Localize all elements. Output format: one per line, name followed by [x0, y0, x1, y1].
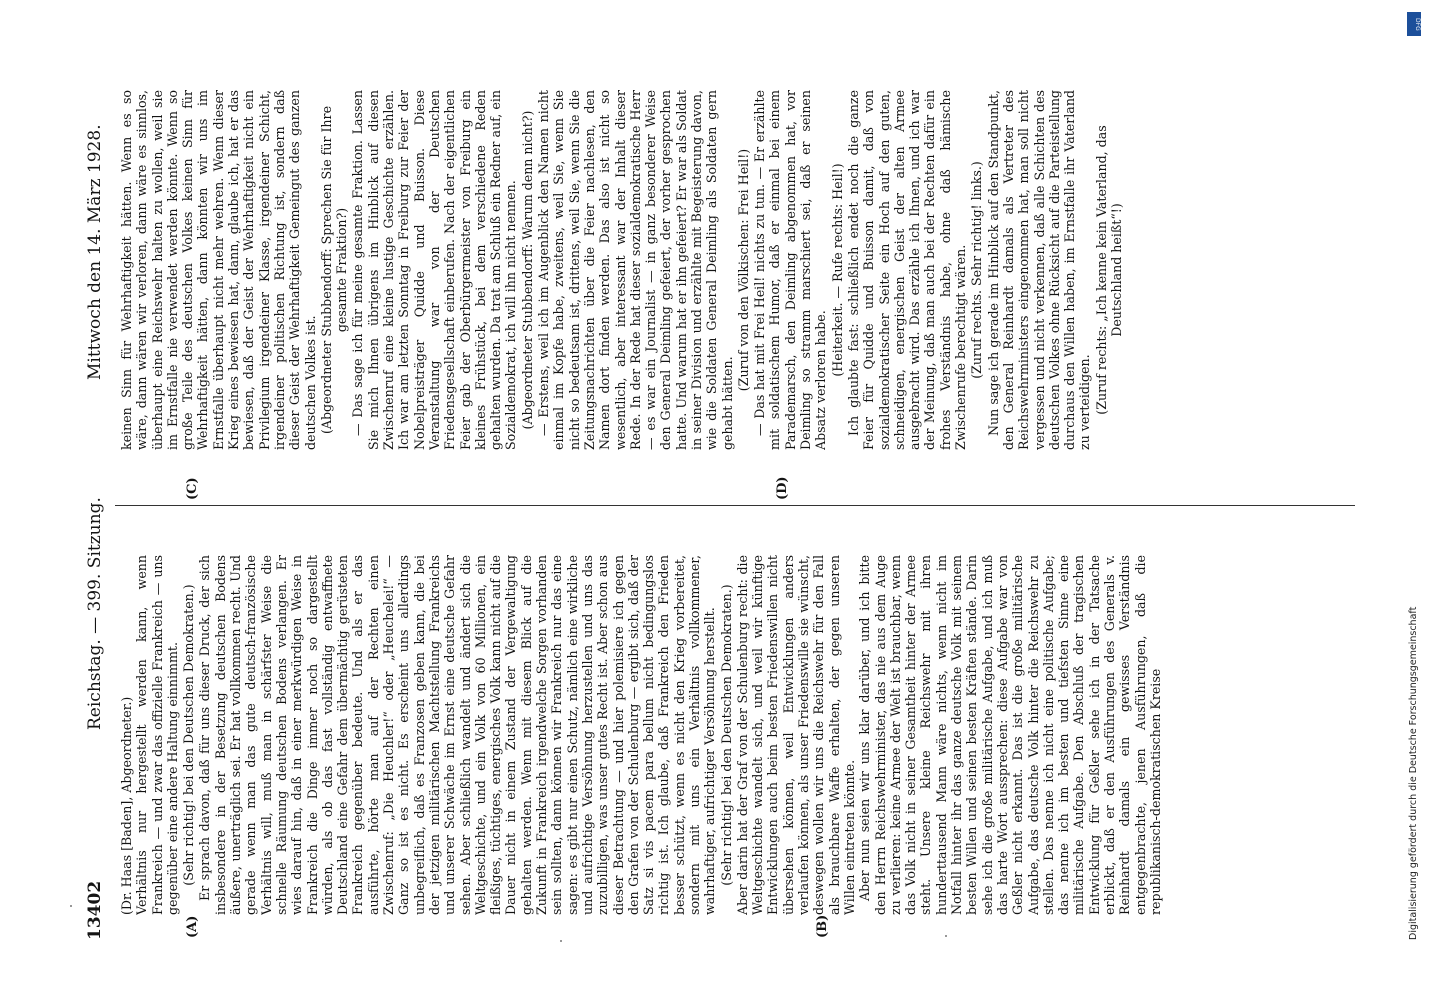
header-session: Reichstag. — 399. Sitzung. [85, 497, 105, 730]
column-divider [115, 505, 1355, 506]
scan-speck [70, 905, 72, 907]
dfg-logo-icon: DFG [1407, 12, 1421, 36]
paragraph: Nun sage ich gerade im Hinblick auf den Standpunkt, den General Reinhardt damals als Vertreter des Reichswehrministers eingenommen hat, man soll nicht vergessen und nicht verkennen, daß alle Schichten des deutschen Volkes ohne Rücksicht auf die Parteistellung durchaus den Willen haben, im Ernstfalle ihr Vaterland zu verteidigen. [985, 90, 1093, 450]
speaker-line: (Dr. Haas [Baden], Abgeordneter.) [119, 696, 134, 915]
rotated-page [75, 80, 1365, 940]
margin-marker-a: (A) [185, 915, 200, 938]
margin-marker-c: (C) [185, 477, 200, 500]
paragraph: Aber nun seien wir uns klar darüber, und ich bitte den Herrn Reichswehrminister, das nie aus dem Auge zu verlieren: keine Armee der Welt ist brauchbar, wenn das Volk nicht in seiner Gesamtheit hinter der Armee steht. Unsere kleine Reichswehr mit ihren hunderttausend Mann wäre nichts, wenn nicht im Notfall hinter ihr das ganze deutsche Volk mit seinem besten Willen und seinen besten Kräften stände. Darin sehe ich die große militärische Aufgabe, und ich muß das harte Wort aussprechen: diese Aufgabe war von Geßler nicht erkannt. Das ist die große militärische Aufgabe, das deutsche Volk hinter die Reichswehr zu stellen. Das nenne ich nicht eine politische Aufgabe; das nenne ich im besten und tiefsten Sinne eine militärische Aufgabe. Den Abschluß der tragischen Entwicklung für Geßler sehe ich in der Tatsache erblickt, daß er den Ausführungen des Generals v. Reinhardt damals ein gewisses Verständnis entgegenbrachte, jenen Ausführungen, daß die republikanisch-demokratischen Kreise [857, 555, 1163, 915]
scan-speck [560, 940, 562, 942]
paragraph: Ich glaubte fast: schließlich endet noch die ganze Feier für Quidde und Buisson damit, daß von sozialdemokratischer Seite ein Hoch auf den guten, schneidigen, energischen Geist der alten Armee ausgebracht wird. Das erzähle ich Ihnen, und ich war der Meinung, daß man auch bei der Rechten dafür ein frohes Verständnis habe, ohne daß hämische Zwischenrufe berechtigt wären. [845, 90, 969, 450]
interjection: (Abgeordneter Stubbendorff: Sprechen Sie für Ihre gesamte Fraktion?) [318, 105, 350, 435]
paragraph: — Das sage ich für meine gesamte Fraktion. Lassen Sie mich Ihnen übrigens im Hinblick auf diesen Zwischenruf eine kleine lustige Geschichte erzählen. Ich war am letzten Sonntag in Freiburg zur Feier der Nobelpreisträger Quidde und Buisson. Diese Veranstaltung war von der Deutschen Friedensgesellschaft einberufen. Nach der eigentlichen Feier gab der Oberbürgermeister von Freiburg ein kleines Frühstück, bei dem verschiedene Reden gehalten wurden. Da trat am Schluß ein Redner auf, ein Sozialdemokrat, ich will ihn nicht nennen. [350, 90, 519, 450]
page-number: 13402 [85, 880, 105, 940]
interjection: (Sehr richtig! bei den Deutschen Demokraten.) [718, 584, 734, 886]
page-header [75, 80, 115, 940]
text-column-left [119, 555, 1359, 915]
interjection: (Abgeordneter Stubbendorff: Warum denn nicht?) [519, 110, 535, 430]
interjection: (Heiterkeit. — Rufe rechts: Heil!) [829, 163, 845, 377]
scan-speck [945, 935, 947, 937]
paragraph: Aber darin hat der Graf von der Schulenburg recht: die Weltgeschichte wandelt sich, und weil wir künftige Entwicklungen auch beim besten Friedenswillen nicht übersehen können, weil Entwicklungen anders verlaufen können, als unser Friedenswille sie wünscht, deswegen wollen wir uns die Reichswehr für den Fall als brauchbare Waffe erhalten, der gegen unseren Willen eintreten könnte. [734, 555, 857, 915]
paragraph: — Das hat mit Frei Heil! nichts zu tun. — Er erzählte mit soldatischem Humor, daß er einmal bei einem Parademarsch, den Deimling abgenommen hat, vor Deimling so stramm marschiert sei, daß er seinen Absatz verloren habe. [752, 90, 829, 450]
paragraph: keinen Sinn für Wehrhaftigkeit hätten. Wenn es so wäre, dann wären wir verloren, dann wäre es sinnlos, überhaupt eine Reichswehr halten zu wollen, weil sie im Ernstfalle nie verwendet werden könnte. Wenn so große Teile des deutschen Volkes keinen Sinn für Wehrhaftigkeit hätten, dann könnten wir uns im Ernstfalle überhaupt nicht mehr wehren. Wenn dieser Krieg eines bewiesen hat, dann, glaube ich, hat er das bewiesen, daß der Geist der Wehrhaftigkeit nicht ein Privilegium irgendeiner Klasse, irgendeiner Schicht, irgendeiner politischen Richtung ist, sondern daß dieser Geist der Wehrhaftigkeit Gemeingut des ganzen deutschen Volkes ist. [119, 90, 318, 450]
margin-marker-b: (B) [815, 914, 830, 938]
digitization-sidebar [1406, 10, 1424, 990]
paragraph: Er sprach davon, daß für uns dieser Druck, der sich insbesondere in der Besetzung deutschen Bodens äußere, unerträglich sei. Er hat vollkommen recht. Und gerade wenn man das gute deutsch-französische Verhältnis will, muß man in schärfster Weise die schnelle Räumung deutschen Bodens verlangen. Er wies darauf hin, daß in einer merkwürdigen Weise in Frankreich die Dinge immer noch so dargestellt würden, als ob das fast vollständig entwaffnete Deutschland eine Gefahr dem übermächtig gerüsteten Frankreich gegenüber bedeute. Und als er das ausführte, hörte man auf der Rechten einen Zwischenruf: „Die Heuchler!“ oder „Heuchelei!“ — Ganz so ist es nicht. Es erscheint uns allerdings unbegreiflich, daß es Franzosen geben kann, die bei der jetzigen militärischen Machtstellung Frankreichs und unserer Schwäche im Ernst eine deutsche Gefahr sehen. Aber schließlich wandelt und ändert sich die Weltgeschichte, und ein Volk von 60 Millionen, ein fleißiges, tüchtiges, energisches Volk kann nicht auf die Dauer nicht in einem Zustand der Vergewaltigung gehalten werden. Wenn mit diesem Blick auf die Zukunft in Frankreich irgendwelche Sorgen vorhanden sein sollten, dann können wir Frankreich nur das eine sagen: es gibt nur einen Schutz, nämlich eine wirkliche und aufrichtige Versöhnung herzustellen und uns das zuzubilligen, was unser gutes Recht ist. Aber schon aus dieser Betrachtung — und hier polemisiere ich gegen den Grafen von der Schulenburg — ergibt sich, daß der Satz si vis pacem para bellum nicht bedingungslos richtig ist. Ich glaube, daß Frankreich den Frieden besser schützt, wenn es nicht den Krieg vorbereitet, sondern mit uns ein Verhältnis vollkommener, wahrhaftiger, aufrichtiger Versöhnung herstellt. [197, 555, 718, 915]
interjection: (Sehr richtig! bei den Deutschen Demokraten.) [181, 584, 197, 886]
paragraph: — Erstens, weil ich im Augenblick den Namen nicht einmal im Kopfe habe, zweitens, weil Sie, wenn Sie nicht so bedeutsam ist, drittens, weil Sie, wenn Sie die Zeitungsnachrichten über die Feier nachlesen, den Namen dort finden werden. Das also ist nicht so wesentlich, aber interessant war der Inhalt dieser Rede. In der Rede hat dieser sozialdemokratische Herr — es war ein Journalist — in ganz besonderer Weise den General Deimling gefeiert, der vorher gesprochen hatte. Und warum hat er ihn gefeiert? Er war als Soldat in seiner Division und erzählte mit Begeisterung davon, wie die Soldaten General Deimling als Soldaten gern gehabt hätten. [536, 90, 735, 450]
interjection: (Zuruf von den Völkischen: Frei Heil!) [735, 148, 751, 392]
digitization-note: Digitalisierung gefördert durch die Deutsche Forschungsgemeinschaft [1408, 606, 1419, 940]
text-column-right [119, 90, 1359, 450]
interjection: (Zuruf rechts. Sehr richtig! links.) [969, 161, 985, 379]
paragraph: Verhältnis nur hergestellt werden kann, wenn Frankreich — und zwar das offizielle Frankreich — uns gegenüber eine andere Haltung einnimmt. [134, 555, 180, 915]
margin-marker-d: (D) [775, 476, 790, 500]
interjection: (Zuruf rechts: „Ich kenne kein Vaterland, das Deutschland heißt“!) [1093, 125, 1124, 415]
header-date: Mittwoch den 14. März 1928. [85, 124, 105, 380]
